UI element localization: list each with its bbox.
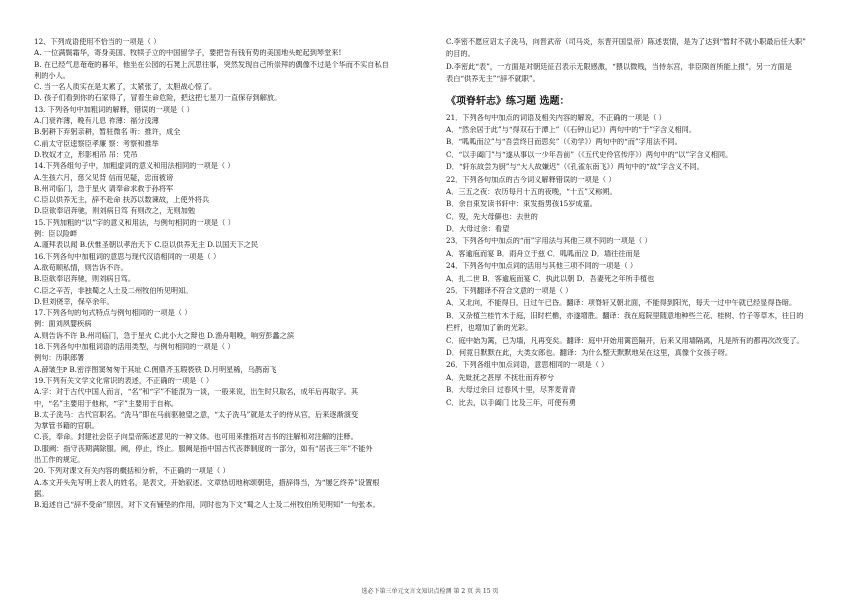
text-line: A．客逾庖而宴 B．雨舟立于兹 C．呱呱而泣 D．墙往往而是 [446, 249, 640, 258]
right-top-lines [446, 38, 840, 88]
text-line: D.臣欲奉诏奔驰，则刘病日笃 有则改之，无则加勉 [34, 207, 196, 216]
text-line: 20. 下列对课文有关内容的概括和分析，不正确的一项是（ ） [34, 467, 230, 476]
text-line: 13. 下列各句中加粗词的解释，错误的一项是（ ） [34, 105, 194, 114]
text-line: D．“轩东故尝为厨”与“大人故嫌迟”（《孔雀东南飞》）两句中的“故”字含义不同。 [446, 163, 704, 172]
text-line: C．庭中始为篱，已为墙，凡再变矣。翻译：庭中开始用篱笆隔开，后来又用墙隔离，凡是所有的都再次改变了。 [446, 336, 804, 345]
text-line: 的目的。 [446, 50, 475, 59]
text-line: C．“以手阖门”与“遂从事以一少年吾前”（《五代史伶官传序》）两句中的“以”字含义相同。 [446, 150, 733, 159]
text-line: 15.下列加粗的“以”字的意义和用法，与例句相同的一项是（ ） [34, 218, 235, 227]
text-line: A. 一位满鬓霜华，寄身美国、牧犊子立的中国留学子，要把告有钱有势的美国地头蛇起到琴堂来! [34, 49, 342, 58]
text-line: 出工作的规定。 [34, 455, 85, 464]
text-line: D.牧奴才立，形影相吊 吊：凭吊 [34, 150, 138, 159]
text-line: 14.下列各组句子中，加粗虚词的意义和用法相同的一项是（ ） [34, 162, 235, 171]
text-line: A.字：对于古代中国人而言，“名”和“字”不能混为一谈，一般来说，出生时只取名，成年后再取字。其 [34, 388, 359, 397]
text-line: 19.下列有关文学文化常识的表述，不正确的一项是（ ） [34, 376, 214, 385]
text-line: D.服阙：指守丧期满除服。阙，停止，终止。服阙是指中国古代丧葬制度的一部分，如有“居丧三年”不能外 [34, 444, 373, 453]
text-line: B．“呱呱而泣”与“吾尝终日而思矣”（《劝学》）两句中的“而”字用法不同。 [446, 138, 682, 147]
text-line: C．殁，先大母僻也：去世的 [446, 212, 538, 221]
text-line: 12、下列成语使用不恰当的一项是（ ） [34, 38, 161, 46]
text-line: 21．下列各句中加点的词语及相关内容的解说，不正确的一项是（ ） [446, 113, 666, 122]
page-footer: 选必下第三单元文言文知识点检测 第 2 页 共 15 页 [361, 588, 499, 595]
text-line: 例：臣以险衅 [34, 230, 78, 239]
text-line: A．先妣抚之甚厚 不抚壮而弃秽兮 [446, 373, 555, 382]
text-line: 中，“名”主要用于他称，“字”主要用于自称。 [34, 399, 179, 408]
right-column [446, 38, 840, 411]
text-line: B.躬耕下弃躬亲耕，暂驻微名 听：推许，成全 [34, 128, 181, 137]
text-line: 例：面刘夙婴疾病 [34, 320, 92, 329]
text-line: D.李密此“表”，一方面是对朝廷征召表示无限感激，“猥以微贱，当侍东宫，非臣陨首所能上报”，另一方面是 [446, 62, 792, 71]
text-line: B.臣欲奉诏奔驰，则刘病日笃。 [34, 275, 136, 284]
text-line: B.追述自己“辞不受命”原因，对下文有铺垫的作用，同时也为下文“蜀之人士及二州牧伯所见明知”一句张本。 [34, 501, 380, 510]
text-line: D. 孩子们看到你的石家得了，冒着生命危险，把这把七星刀一直保存到解放。 [34, 94, 282, 103]
text-line: 利的小人。 [34, 71, 70, 80]
text-line: C.臣以供养无主，辞不赴命 扶苏以数谏故，上使外将兵 [34, 196, 210, 205]
text-line: 23．下列各句中加点的“而”字用法与其他三项不同的一项是（ ） [446, 237, 652, 246]
text-line: 栏杆，也增加了新的光彩。 [446, 324, 533, 333]
text-line: D.但刘侥幸，保卒余年。 [34, 297, 114, 306]
text-line: 例句：历职郎署 [34, 354, 85, 363]
text-line: C.前太守臣逵察臣孝廉 察：考察和推举 [34, 139, 159, 148]
text-line: C.丧，奉命。封建社会臣子向皇帝陈述意见的一种文体。也可用来推指对古书的注解和对注解的注释。 [34, 433, 358, 442]
text-line: D．何竟日默默在此，大类女郎也。翻译：为什么整天默默地呆在这里，真像个女孩子呀。 [446, 348, 733, 357]
left-column [34, 38, 426, 512]
text-line: C.李密不愿应诏太子洗马，向晋武帝（司马炎，东晋开国皇帝）陈述衷情，是为了达到“暂时不就小职最后任大职” [446, 38, 806, 46]
text-line: C. 当一名人质实在是太累了，太紧张了，太胆战心惊了。 [34, 83, 217, 92]
section-title: 《项脊轩志》练习题 选题： [446, 95, 570, 107]
text-line: B.太子洗马：古代官职名。“洗马”即在马前驱驰望之意，“太子洗马”就是太子的侍从官，后来逐渐演变 [34, 410, 359, 419]
text-line: 24．下列各句中加点词的活用与其他三项不同的一项是（ ） [446, 262, 638, 271]
text-line: A.则告诉不许 B.州司临门，急于星火 C.此小大之辩也 D.渔舟唱晚，响穷彭蠡之滨 [34, 331, 295, 340]
text-line: A.薛皱生Ҏ B.密浮图窦匆匆于其址 C.佣鼎齐玉瑕亵铁 D.月明星稀，乌鹊南飞 [34, 365, 277, 374]
text-line: A．又北向，不能得日，日过午已昏。翻译：项脊轩又朝北面，不能得到阳光，每天一过中午就已经显得昏暗。 [446, 299, 797, 308]
text-line: A．扎二世 B．客逾庖而宴 C．执此以朝 D．吾妻死之年所手植也 [446, 274, 655, 283]
text-line: B．余自束发读书轩中：束发指男孩15岁成童。 [446, 200, 597, 209]
text-line: 表白“供养无主”“辞不就职”。 [446, 75, 540, 84]
right-question-lines [446, 114, 840, 411]
text-line: A.本文开头先写明上表人的姓名，是表文，开始叙述。文章热切地称颂朝廷，措辞得当，为“屡乞终养”设置根 [34, 478, 380, 487]
text-line: A．“然余居于此”与“得双石于潭上”（《石钟山记》）两句中的“于”字含义相同。 [446, 125, 697, 134]
text-line: 25．下列翻译不符合文意的一项是（ ） [446, 287, 573, 296]
text-line: C.臣之辛苦，非独蜀之人士及二州牧伯所见明知。 [34, 286, 193, 295]
text-line: 16.下列各句中加粗词的意思与现代汉语相同的一项是（ ） [34, 252, 221, 261]
text-line: A.谨拜表以闻 B.伏惟圣朝以孝治天下 C.臣以供养无主 D.以国天下之民 [34, 241, 259, 250]
text-line: 据。 [34, 489, 49, 498]
text-line: 17.下列各句的句式特点与例句相同的一项是（ ） [34, 309, 192, 318]
text-line: D．大母过余：看望 [446, 225, 510, 234]
text-line: B.州司临门，急于星火 请奉命求救于孙将军 [34, 184, 174, 193]
text-line: A．三五之夜：农历每月十五的夜晚，“十五”又称朔。 [446, 187, 617, 196]
text-line: 26．下列各组中加点词语，意思相同的一项是（ ） [446, 361, 609, 370]
text-line: 为掌管书籍的官职。 [34, 422, 99, 431]
text-line: A.生孩六月，慈父见背 信而见疑，忠而被谤 [34, 173, 174, 182]
text-line: A.门衰祚薄，晚有儿息 祚薄：福分浅薄 [34, 117, 159, 126]
text-line: 22．下列各句加点的古今词义解释错误的一项是（ ） [446, 175, 616, 184]
text-line: B. 在已经气息奄奄的暮年，他坐在公园的石凳上沉思往事，突然发现自己所崇拜的偶像不过是个华而不实自私自 [34, 60, 389, 69]
text-line: 18.下列各句中加粗词语的活用类型，与例句相同的一项是（ ） [34, 343, 235, 352]
text-line: C．比去，以手阖门 比及三年，可使有勇 [446, 398, 576, 407]
text-line: B．又杂植兰桂竹木于庭，旧时栏楯，亦遂增胜。翻译：我在庭院里随意地种些兰花、桂树、竹子等草木，往日的 [446, 311, 804, 320]
text-line: B．大母过余曰 过春风十里，尽荠麦青青 [446, 386, 576, 395]
text-line: A.欲苟顺私情，则告诉不许。 [34, 263, 128, 272]
